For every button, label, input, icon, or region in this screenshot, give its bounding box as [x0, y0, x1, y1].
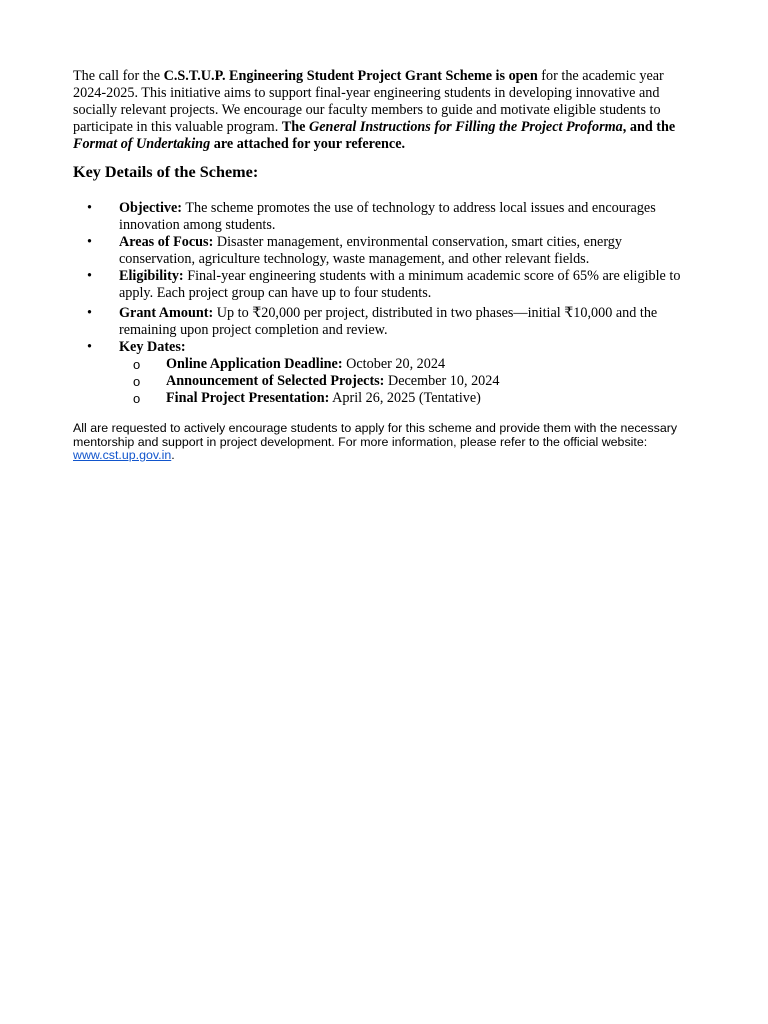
date-item-application-deadline	[119, 356, 695, 373]
date-value: October 20, 2024	[342, 356, 446, 372]
key-details-heading: Key Details of the Scheme:	[73, 163, 259, 181]
detail-item-grant-amount	[73, 305, 695, 339]
closing-text: All are requested to actively encourage students to apply for this scheme and provide them with the necessary mentorship and support in project development. For more information, please refer to the official website:	[73, 421, 678, 449]
bullet-icon: •	[87, 339, 92, 355]
date-label: Online Application Deadline:	[166, 356, 343, 372]
date-value: April 26, 2025 (Tentative)	[329, 390, 481, 406]
key-dates-list	[119, 356, 695, 407]
closing-paragraph	[73, 422, 695, 463]
detail-label: Areas of Focus:	[119, 234, 214, 250]
circle-bullet-icon: o	[133, 374, 141, 389]
undertaking-format-title: Format of Undertaking	[73, 136, 211, 152]
attachments-joiner: , and the	[622, 119, 676, 135]
document-page	[73, 68, 695, 463]
attachments-tail: are attached for your reference.	[210, 136, 406, 152]
detail-label: Key Dates:	[119, 339, 186, 355]
detail-item-eligibility	[73, 268, 695, 302]
detail-text: Final-year engineering students with a minimum academic score of 65% are eligible to apply. Each project group can have up to four students.	[119, 268, 681, 301]
bullet-icon: •	[87, 234, 92, 250]
detail-item-areas-of-focus	[73, 234, 695, 268]
circle-bullet-icon: o	[133, 391, 141, 406]
official-website-link[interactable]: www.cst.up.gov.in	[73, 448, 172, 463]
detail-text: Disaster management, environmental conservation, smart cities, energy conservation, agriculture technology, waste management, and other relevant fields.	[119, 234, 622, 267]
detail-label: Objective:	[119, 200, 183, 216]
date-value: December 10, 2024	[384, 373, 500, 389]
closing-end: .	[171, 448, 175, 463]
intro-text-1: The call for the	[73, 68, 164, 84]
date-label: Final Project Presentation:	[166, 390, 330, 406]
bullet-icon: •	[87, 200, 92, 216]
detail-item-key-dates	[73, 339, 695, 407]
date-label: Announcement of Selected Projects:	[166, 373, 385, 389]
detail-text: The scheme promotes the use of technology to address local issues and encourages innovation among students.	[119, 200, 656, 233]
bullet-icon: •	[87, 305, 92, 321]
key-details-list	[73, 200, 695, 407]
intro-text-2: for the academic year 2024-2025. This initiative aims to support final-year engineering students in developing innovative and socially relevant projects. We encourage our faculty members to guide and motivate eligible students to participate in this valuable program.	[73, 68, 664, 135]
detail-label: Eligibility:	[119, 268, 184, 284]
detail-item-objective	[73, 200, 695, 234]
scheme-name: C.S.T.U.P. Engineering Student Project Grant Scheme is open	[163, 68, 538, 84]
intro-paragraph	[73, 68, 695, 153]
circle-bullet-icon: o	[133, 357, 141, 372]
general-instructions-title: General Instructions for Filling the Project Proforma	[309, 119, 623, 135]
attachments-lead: The	[281, 119, 310, 135]
date-item-final-presentation	[119, 390, 695, 407]
detail-text: Up to ₹20,000 per project, distributed in two phases—initial ₹10,000 and the remaining upon project completion and review.	[119, 305, 658, 338]
detail-label: Grant Amount:	[119, 305, 214, 321]
bullet-icon: •	[87, 268, 92, 284]
date-item-announcement	[119, 373, 695, 390]
